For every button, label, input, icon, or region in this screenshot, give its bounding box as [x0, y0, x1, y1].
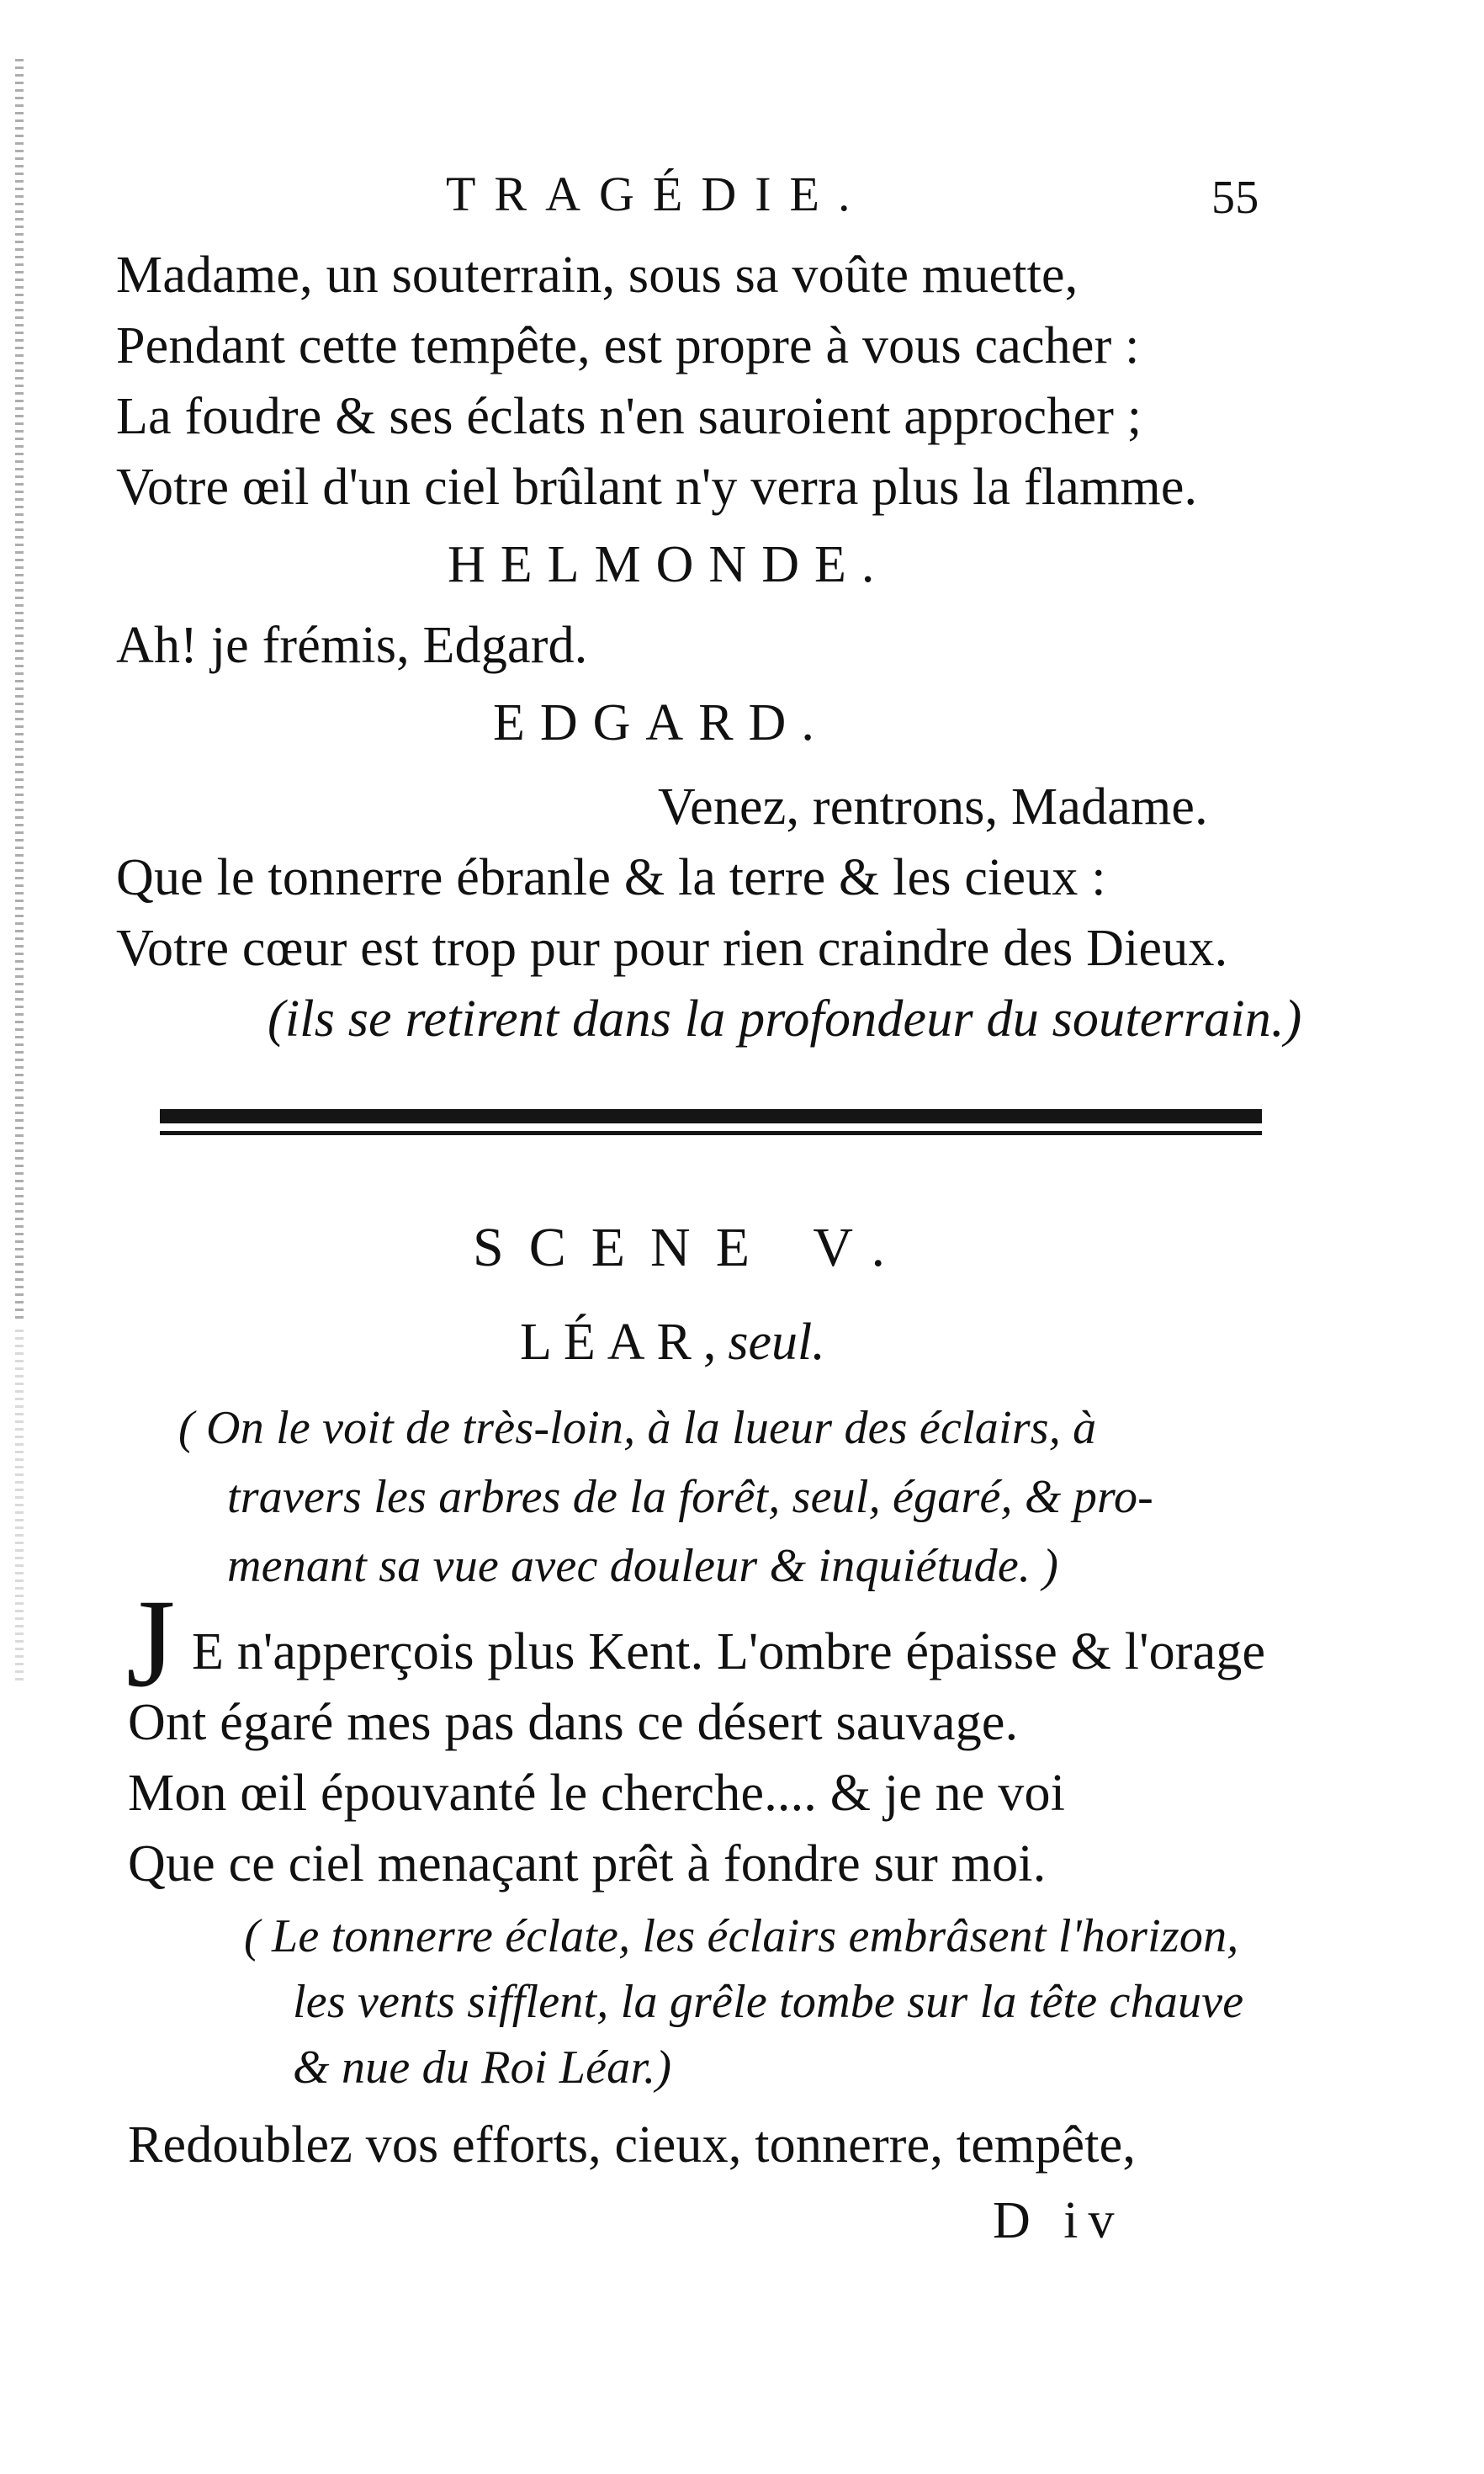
verse-line: Mon œil épouvanté le cherche.... & je ne voi [128, 1765, 1066, 1822]
verse-line: Ont égaré mes pas dans ce désert sauvage. [128, 1694, 1019, 1751]
stage-direction: ( On le voit de très-loin, à la lueur des éclairs, à [178, 1402, 1097, 1454]
page-number: 55 [1211, 172, 1259, 224]
verse-line: Madame, un souterrain, sous sa voûte muette, [116, 247, 1079, 304]
verse-line: Votre cœur est trop pur pour rien craindre des Dieux. [116, 920, 1228, 977]
scene-title: SCENE V. [473, 1217, 910, 1278]
verse-line: Pendant cette tempête, est propre à vous cacher : [116, 317, 1140, 374]
scene-speaker [520, 1309, 825, 1375]
stage-direction: & nue du Roi Léar.) [293, 2041, 672, 2094]
verse-line: Que ce ciel menaçant prêt à fondre sur moi. [128, 1835, 1047, 1893]
section-divider [160, 1109, 1262, 1123]
stage-direction: (ils se retirent dans la profondeur du souterrain.) [268, 990, 1302, 1048]
stage-direction: ( Le tonnerre éclate, les éclairs embrâsent l'horizon, [244, 1910, 1239, 1962]
scan-gutter-noise [15, 59, 24, 1321]
speaker-note: seul. [728, 1314, 825, 1371]
verse-line: La foudre & ses éclats n'en sauroient approcher ; [116, 388, 1142, 445]
stage-direction: travers les arbres de la forêt, seul, égaré, & pro- [227, 1471, 1154, 1523]
speaker-edgard: EDGARD. [493, 694, 829, 751]
running-title: TRAGÉDIE. [446, 167, 869, 221]
speaker-name: LÉAR, [520, 1314, 729, 1371]
verse-line: Votre œil d'un ciel brûlant n'y verra plus la flamme. [116, 459, 1198, 516]
verse-line: Venez, rentrons, Madame. [658, 778, 1208, 836]
drop-cap: J [126, 1574, 176, 1713]
scan-gutter-noise [15, 1330, 24, 1683]
verse-line: Ah! je frémis, Edgard. [116, 617, 588, 674]
verse-line: E n'apperçois plus Kent. L'ombre épaisse & l'orage [192, 1623, 1266, 1680]
speaker-helmonde: HELMONDE. [448, 536, 890, 593]
signature-mark: D iv [993, 2192, 1125, 2249]
section-divider-thin [160, 1131, 1262, 1135]
stage-direction: menant sa vue avec douleur & inquiétude. ) [227, 1540, 1059, 1592]
stage-direction: les vents sifflent, la grêle tombe sur la tête chauve [293, 1976, 1244, 2028]
verse-line: Que le tonnerre ébranle & la terre & les cieux : [116, 849, 1106, 906]
verse-line: Redoublez vos efforts, cieux, tonnerre, tempête, [128, 2116, 1137, 2174]
